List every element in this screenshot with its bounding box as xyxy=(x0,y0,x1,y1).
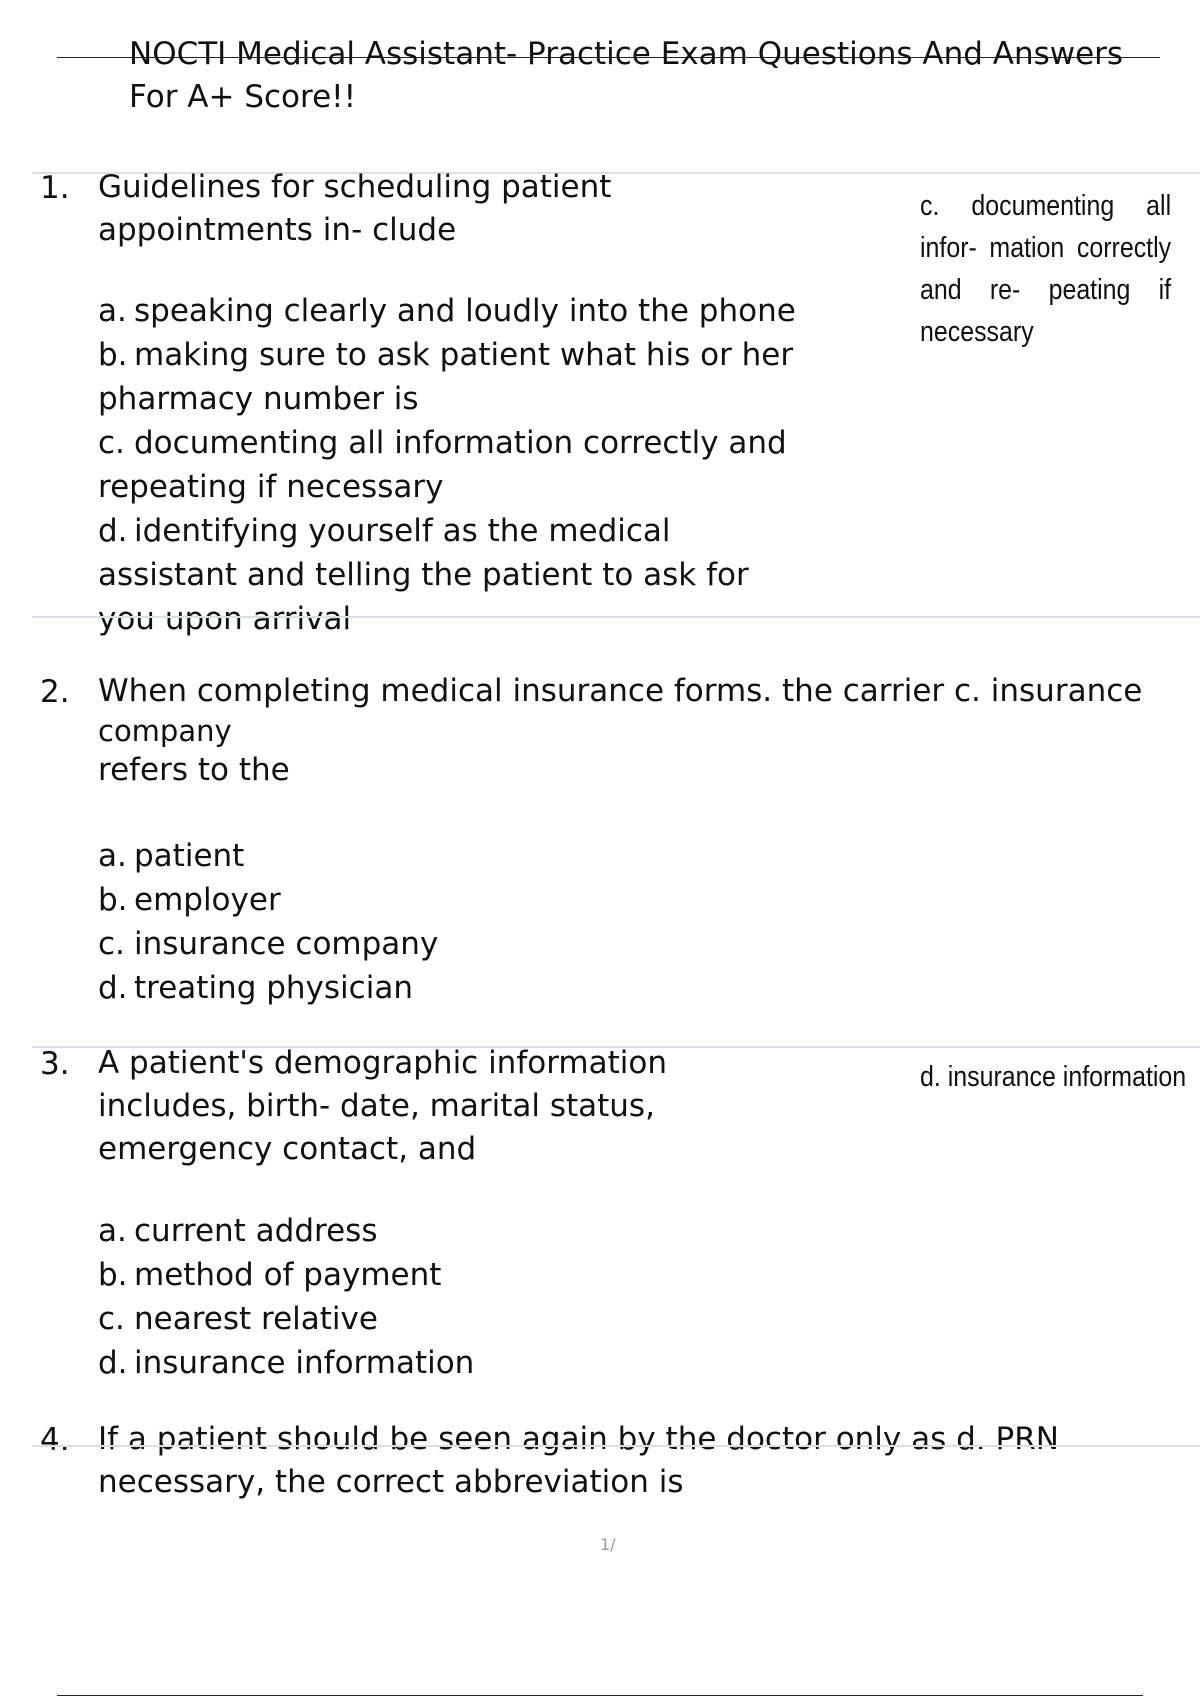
option-letter: b. xyxy=(98,1257,128,1293)
title-line-2: For A+ Score!! xyxy=(129,79,357,115)
question-1-option-b xyxy=(98,333,898,421)
question-3-text-line: emergency contact, and xyxy=(98,1131,477,1167)
question-3-number: 3. xyxy=(40,1046,70,1082)
question-4-text xyxy=(98,1418,1198,1504)
option-letter: d. xyxy=(98,513,128,549)
question-1-answer: c. documenting all infor- mation correctly and re- peating if necessary xyxy=(920,190,1172,348)
option-text: identifying yourself as the medical xyxy=(134,513,671,549)
divider-q4 xyxy=(32,1445,1200,1447)
question-2-text-line: refers to the xyxy=(98,752,290,788)
question-2-text-line: When completing medical insurance forms. the carrier c. insurance xyxy=(98,673,1143,709)
option-letter: b. xyxy=(98,337,128,373)
option-letter: d. xyxy=(98,1345,128,1381)
option-text: speaking clearly and loudly into the phone xyxy=(134,293,796,329)
question-1-option-a xyxy=(98,289,898,333)
question-3-answer: d. insurance information xyxy=(920,1061,1187,1093)
question-1-option-d xyxy=(98,509,898,641)
question-3-text-line: A patient's demographic information xyxy=(98,1045,667,1081)
option-text: insurance company xyxy=(134,926,439,962)
question-3-option-c xyxy=(98,1297,898,1341)
option-letter: c. xyxy=(98,425,125,461)
option-text: current address xyxy=(134,1213,378,1249)
option-text: patient xyxy=(134,838,245,874)
option-letter: d. xyxy=(98,970,128,1006)
option-text-continued: pharmacy number is xyxy=(98,381,419,417)
question-1-text-line: Guidelines for scheduling patient xyxy=(98,169,612,205)
option-text: nearest relative xyxy=(134,1301,378,1337)
option-text-continued: you upon arrival xyxy=(98,601,352,637)
question-3-text xyxy=(98,1042,667,1171)
question-1-number: 1. xyxy=(40,170,70,206)
question-4-text-line: necessary, the correct abbreviation is xyxy=(98,1464,684,1500)
question-3-option-b xyxy=(98,1253,898,1297)
title-line-1: NOCTI Medical Assistant- Practice Exam Questions And Answers xyxy=(129,36,1124,72)
question-2-text xyxy=(98,670,1198,792)
question-1-text xyxy=(98,166,611,252)
question-2-option-a xyxy=(98,834,898,878)
question-4-text-line: If a patient should be seen again by the doctor only as d. PRN xyxy=(98,1421,1059,1457)
question-2-number: 2. xyxy=(40,674,70,710)
option-letter: a. xyxy=(98,838,127,874)
option-text: treating physician xyxy=(134,970,413,1006)
question-2-option-b xyxy=(98,878,898,922)
option-text: making sure to ask patient what his or her xyxy=(134,337,794,373)
document-title xyxy=(129,33,1189,119)
option-text-continued: assistant and telling the patient to ask for xyxy=(98,557,749,593)
question-1-text-line: appointments in- clude xyxy=(98,212,457,248)
option-text: method of payment xyxy=(134,1257,442,1293)
footer-line xyxy=(57,1695,1143,1696)
question-2-text-line: company xyxy=(98,714,232,748)
question-3-text-line: includes, birth- date, marital status, xyxy=(98,1088,655,1124)
question-2-option-c xyxy=(98,922,898,966)
option-letter: a. xyxy=(98,293,127,329)
option-text: documenting all information correctly and xyxy=(134,425,787,461)
option-text: employer xyxy=(134,882,281,918)
option-letter: c. xyxy=(98,926,125,962)
divider-q1-bottom xyxy=(32,616,1200,618)
option-letter: c. xyxy=(98,1301,125,1337)
question-2-option-d xyxy=(98,966,898,1010)
option-letter: a. xyxy=(98,1213,127,1249)
question-3-option-d xyxy=(98,1341,898,1385)
option-text-continued: repeating if necessary xyxy=(98,469,444,505)
question-3-option-a xyxy=(98,1209,898,1253)
question-1-option-c xyxy=(98,421,898,509)
option-letter: b. xyxy=(98,882,128,918)
option-text: insurance information xyxy=(134,1345,475,1381)
page-number: 1/ xyxy=(600,1535,616,1554)
question-4-number: 4. xyxy=(40,1422,70,1458)
